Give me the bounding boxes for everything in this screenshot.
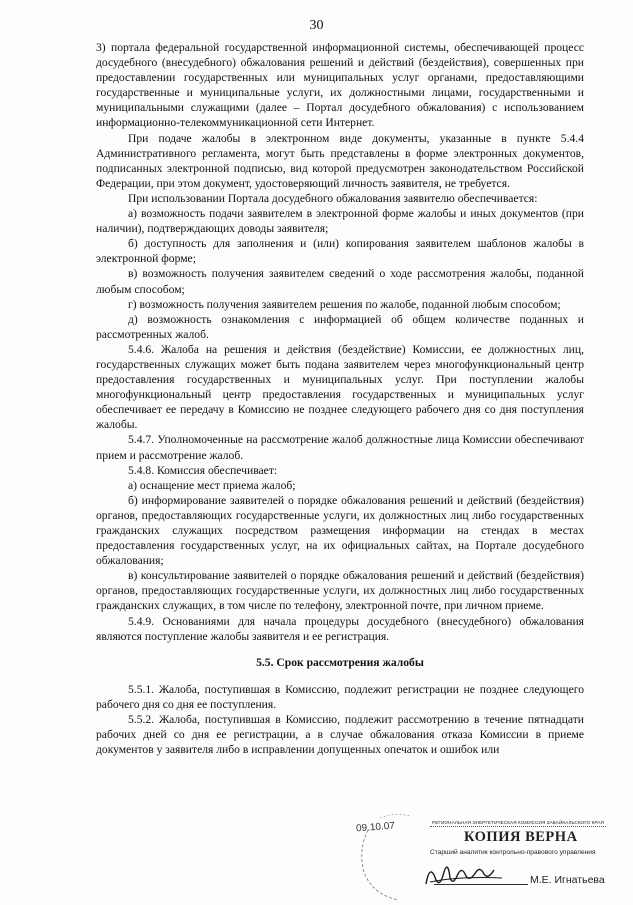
page-number: 30 (309, 18, 324, 33)
date-stamp: 09.10.07 (355, 820, 396, 835)
list-item: г) возможность получения заявителем решения по жалобе, поданной любым способом; (128, 297, 561, 311)
paragraph: 5.4.6. Жалоба на решения и действия (бездействие) Комиссии, ее должностных лиц, государственных служащих может быть подана заявителем через многофункциональный центр предоставления государственных и муниципальных услуг. При поступлении жалобы многофункциональный центр предоставления государственных и муниципальных услуг обеспечивает ее передачу в Комиссию не позднее следующего рабочего дня со дня поступления жалобы. (96, 342, 584, 432)
handwritten-signature-icon (420, 852, 510, 892)
paragraph: 5.5.1. Жалоба, поступившая в Комиссию, подлежит регистрации не позднее следующего рабочего дня со дня ее поступления. (96, 682, 584, 711)
paragraph: 5.4.7. Уполномоченные на рассмотрение жалоб должностные лица Комиссии обеспечивают прием и рассмотрение жалоб. (96, 433, 584, 462)
section-title: 5.5. Срок рассмотрения жалобы (256, 655, 424, 669)
stamp-position: Старший аналитик контрольно-правового управления (430, 849, 596, 856)
list-item: б) информирование заявителей о порядке обжалования решений и действий (бездействия) органов, предоставляющих государственные услуги, их должностных лиц либо государственных гражданских служащих посредством размещения информации на стендах в местах предоставления государственных услуг, на их официальных сайтах, на Портале досудебного обжалования; (96, 493, 584, 568)
paragraph: 5.5.2. Жалоба, поступившая в Комиссию, подлежит рассмотрению в течение пятнадцати рабочих дней со дня ее регистрации, а в случае обжалования отказа Комиссии в приеме документов у заявителя либо в исправлении допущенных опечаток и ошибок или (96, 713, 584, 757)
paragraph: При использовании Портала досудебного обжалования заявителю обеспечивается: (128, 191, 538, 205)
stamp-organization: РЕГИОНАЛЬНАЯ ЭНЕРГЕТИЧЕСКАЯ КОМИССИЯ ЗАБАЙКАЛЬСКОГО КРАЯ (430, 820, 606, 827)
list-item: д) возможность ознакомления с информацией об общем количестве поданных и рассмотренных жалоб. (96, 312, 584, 341)
list-item: а) оснащение мест приема жалоб; (128, 478, 296, 492)
paragraph: 3) портала федеральной государственной информационной системы, обеспечивающей процесс досудебного (внесудебного) обжалования решений и действий (бездействия), совершенных при предоставлении государственных или муниципальных услуг органами, предоставляющими государственные и муниципальные услуги, их должностными лицами, государственными и муниципальными служащими (далее – Портал досудебного обжалования) с использованием информационно-телекоммуникационной сети Интернет. (96, 41, 584, 130)
paragraph: 5.4.9. Основаниями для начала процедуры досудебного (внесудебного) обжалования являются поступление жалобы заявителя и ее регистрация. (96, 614, 584, 643)
list-item: в) возможность получения заявителем сведений о ходе рассмотрения жалобы, поданной любым способом; (96, 267, 584, 296)
list-item: а) возможность подачи заявителем в электронной форме жалобы и иных документов (при наличии), подтверждающих доводы заявителя; (96, 207, 584, 236)
paragraph: 5.4.8. Комиссия обеспечивает: (128, 463, 278, 477)
paragraph: При подаче жалобы в электронном виде документы, указанные в пункте 5.4.4 Административного регламента, могут быть представлены в форме электронных документов, подписанных электронной подписью, вид которой предусмотрен законодательством Российской Федерации, при этом документ, удостоверяющий личность заявителя, не требуется. (96, 131, 584, 190)
list-item: б) доступность для заполнения и (или) копирования заявителем шаблонов жалобы в электронной форме; (96, 237, 584, 266)
stamp-title: КОПИЯ ВЕРНА (464, 829, 578, 845)
stamp-signatory-name: М.Е. Игнатьева (530, 874, 605, 886)
list-item: в) консультирование заявителей о порядке обжалования решений и действий (бездействия) органов, предоставляющих государственные услуги, их должностных лиц либо государственных гражданских служащих, в том числе по телефону, электронной почте, при личном приеме. (96, 569, 584, 613)
document-body (96, 40, 584, 757)
